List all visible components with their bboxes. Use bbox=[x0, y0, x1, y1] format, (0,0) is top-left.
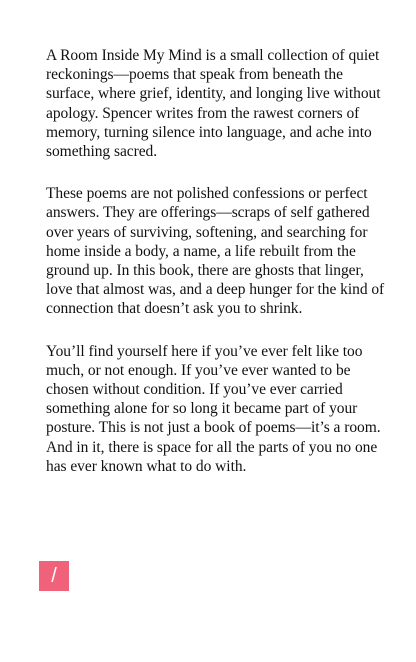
publisher-logo bbox=[39, 561, 69, 591]
description-body bbox=[46, 46, 386, 499]
description-paragraph-1: A Room Inside My Mind is a small collection of quiet reckonings—poems that speak from beneath the surface, where grief, identity, and longing live without apology. Spencer writes from the rawest corners of memory, turning silence into language, and ache into something sacred. bbox=[46, 47, 381, 161]
description-paragraph-3: You’ll find yourself here if you’ve ever felt like too much, or not enough. If you’ve ever wanted to be chosen without condition. If you’ve ever carried something alone for so long it became part of your posture. This is not just a book of poems—it’s a room. And in it, there is space for all the parts of you no one has ever known what to do with. bbox=[46, 342, 381, 475]
description-paragraph-2: These poems are not polished confessions or perfect answers. They are offerings—scraps of self gathered over years of surviving, softening, and searching for home inside a body, a name, a life rebuilt from the ground up. In this book, there are ghosts that linger, love that almost was, and a deep hunger for the kind of connection that doesn’t ask you to shrink. bbox=[46, 185, 385, 318]
slash-icon: / bbox=[51, 565, 57, 587]
